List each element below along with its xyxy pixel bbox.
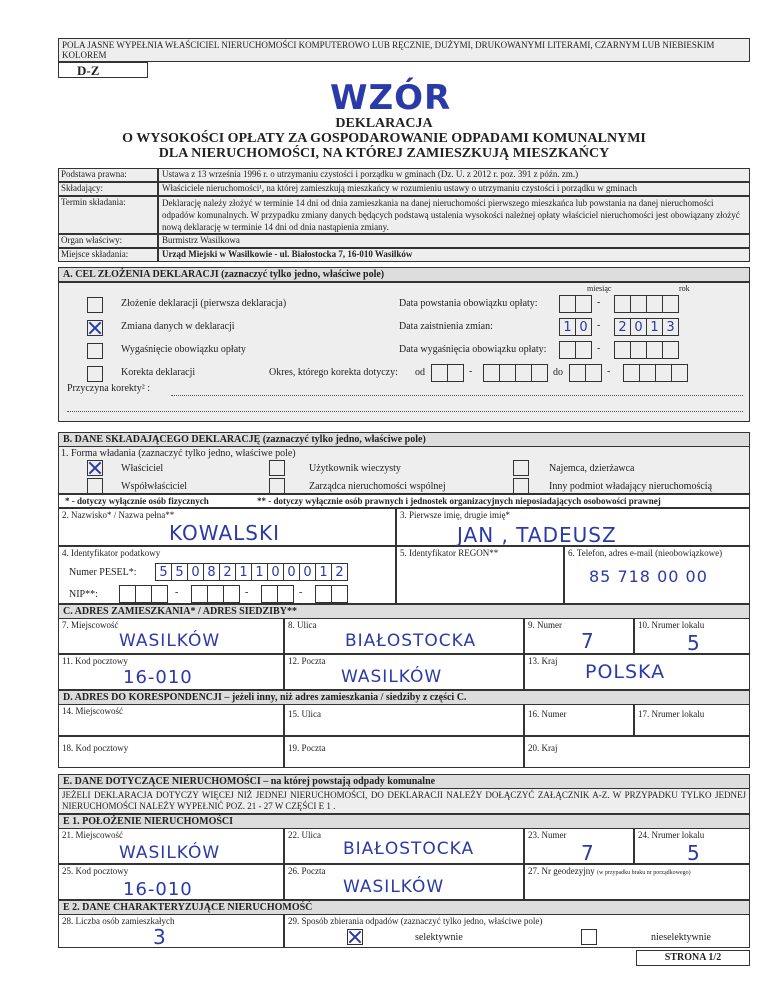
month-label: miesiąc [587,284,612,293]
name-value: KOWALSKI [169,521,280,545]
opt1-label: Złożenie deklaracji (pierwsza deklaracja) [121,298,287,309]
pesel-digit: 0 [283,563,300,581]
e-city[interactable] [58,828,284,864]
e-geodetic-caption: 27. Nr geodezyjny [528,866,595,876]
e-collection [284,914,750,948]
date3-year[interactable] [614,341,678,359]
regon-label: 5. Identyfikator REGON** [400,548,499,558]
do-label: do [553,367,563,378]
tax-id-field [58,546,396,604]
title-3: DLA NIERUCHOMOŚCI, NA KTÓREJ ZAMIESZKUJĄ MIESZKAŃCY [158,146,610,161]
f3-label: Najemca, dzierżawca [549,463,635,474]
dash: - [597,320,601,331]
checkbox-expiry[interactable] [87,343,103,359]
d-city-label: 14. Miejscowość [62,706,123,716]
c-post[interactable] [284,654,524,690]
date1-month[interactable] [559,295,591,313]
phone-field[interactable] [564,546,750,604]
d-street[interactable] [284,704,524,736]
phone-value: 85 718 00 00 [589,567,708,586]
e-postcode-value: 16-010 [123,879,193,900]
opt2-date-label: Data zaistnienia zmian: [399,321,493,332]
d-country-label: 20. Kraj [528,743,558,753]
e-apartment-value: 5 [687,841,701,865]
pesel-digit: 1 [235,563,252,581]
c-country[interactable] [524,654,750,690]
c-number-value: 7 [581,629,595,653]
nip-label: NIP**: [69,589,98,600]
selective-label: selektywnie [415,932,463,943]
opt4-period-label: Okres, którego korekta dotyczy: [269,367,398,378]
checkbox-coowner[interactable] [87,478,103,494]
e-post-value: WASILKÓW [343,877,445,897]
d-number[interactable] [524,704,634,736]
phone-label: 6. Telefon, adres e-mail (nieobowiązkowe) [568,548,723,558]
section-c-title: C. ADRES ZAMIESZKANIA* / ADRES SIEDZIBY** [58,604,750,619]
dash: - [597,297,601,308]
pesel-digit: 2 [331,563,348,581]
checkbox-perpetual[interactable] [269,460,285,476]
correction-to-month[interactable] [569,364,601,382]
e-geodetic-label [528,866,691,876]
section-e2-title: E 2. DANE CHARAKTERYZUJĄCE NIERUCHOMOŚĆ [58,900,750,915]
section-e-note: JEŻELI DEKLARACJA DOTYCZY WIĘCEJ NIŻ JEDNEJ NIERUCHOMOŚCI, DO DEKLARACJI NALEŻY DOŁĄCZYĆ ZAŁĄCZNIK A-Z. W PRZYPADKU TYLKO JEDNEJ NIERUCHOMOŚCI NALEŻY WYPEŁNIĆ POZ. 21 - 27 W CZĘŚCI E 1 . [58,788,750,814]
date-digit: 0 [630,318,647,336]
opt2-label: Zmiana danych w deklaracji [121,321,235,332]
f1-label: Właściciel [121,463,164,474]
c-city-value: WASILKÓW [119,631,221,651]
dash: - [299,587,303,598]
section-b-title: B. DANE SKŁADAJĄCEGO DEKLARACJĘ (zaznaczyć tylko jedno, właściwe pole) [58,432,750,447]
e-street-label: 22. Ulica [288,830,321,840]
pesel-digit: 5 [155,563,172,581]
reason-line-1[interactable] [171,395,743,396]
od-label: od [415,367,425,378]
note-natural: * - dotyczy wyłącznie osób fizycznych [65,496,209,506]
e-number-value: 7 [581,841,595,865]
d-number-label: 16. Numer [528,709,567,719]
name-label: 2. Nazwisko* / Nazwa pełna** [62,510,175,520]
dash: - [469,366,473,377]
stamp-wzor: WZÓR [330,78,452,118]
c-postcode[interactable] [58,654,284,690]
page-number: STRONA 1/2 [636,950,750,966]
checkbox-correction[interactable] [87,366,103,382]
nip-cells-2[interactable] [191,585,239,603]
notes-row [58,494,750,508]
e-number[interactable] [524,828,634,864]
section-b-forms [58,446,750,494]
c-street[interactable] [284,618,524,654]
e-street-value: BIAŁOSTOCKA [343,839,475,859]
year-label: rok [679,284,690,293]
meta-label: Miejsce składania: [58,248,158,262]
e-geodetic-note: (w przypadku braku nr porządkowego) [596,870,691,876]
d-apartment-label: 17. Nrumer lokalu [638,709,705,719]
c-street-label: 8. Ulica [288,620,317,630]
title-2: O WYSOKOŚCI OPŁATY ZA GOSPODAROWANIE ODPADAMI KOMUNALNYMI [122,131,646,146]
date-digit: 0 [575,318,592,336]
f5-label: Zarządca nieruchomości wspólnej [309,481,446,492]
pesel-digit: 1 [251,563,268,581]
opt3-label: Wygaśnięcie obowiązku opłaty [121,344,246,355]
form-label: 1. Forma władania (zaznaczyć tylko jedno, właściwe pole) [61,448,296,459]
pesel-digit: 8 [203,563,220,581]
checkbox-tenant[interactable] [513,460,529,476]
meta-value: Burmistrz Wasilkowa [158,234,750,248]
f6-label: Inny podmiot władający nieruchomością [549,481,713,492]
checkbox-nonselective[interactable] [581,929,597,945]
c-apartment[interactable] [634,618,750,654]
meta-label: Składający: [58,182,158,196]
c-post-value: WASILKÓW [341,667,443,687]
section-e-title: E. DANE DOTYCZĄCE NIERUCHOMOŚCI – na której powstają odpady komunalne [58,774,750,789]
checkbox-manager[interactable] [269,478,285,494]
e-postcode[interactable] [58,864,284,900]
d-postcode[interactable] [58,736,284,768]
section-d-title: D. ADRES DO KORESPONDENCJI – jeżeli inny, niż adres zamieszkania / siedziby z części C. [58,690,750,705]
date2-month[interactable] [559,318,591,336]
checkbox-change-data[interactable] [87,320,103,336]
e-geodetic[interactable] [524,864,750,900]
checkbox-other[interactable] [513,478,529,494]
e-apartment-label: 24. Nrumer lokalu [638,830,705,840]
pesel-label: Numer PESEL*: [69,567,137,578]
date1-year[interactable] [614,295,678,313]
meta-value: Właściciele nieruchomości¹, na której zamieszkują mieszkańcy w rozumieniu ustawy o utrzymaniu czystości i porządku w gminach [158,182,750,196]
correction-from-year[interactable] [483,364,547,382]
d-street-label: 15. Ulica [288,709,321,719]
dash: - [607,366,611,377]
d-city[interactable] [58,704,284,736]
dash: - [245,587,249,598]
c-number[interactable] [524,618,634,654]
c-apartment-value: 5 [687,631,701,655]
pesel-digit: 0 [267,563,284,581]
f4-label: Współwłaściciel [121,481,188,492]
correction-from-month[interactable] [431,364,463,382]
pesel-digit: 0 [187,563,204,581]
nip-cells-1[interactable] [119,585,167,603]
d-post[interactable] [284,736,524,768]
section-a-body [58,282,750,422]
pesel-digit: 5 [171,563,188,581]
date-digit: 3 [662,318,679,336]
opt4-label: Korekta deklaracji [121,367,196,378]
correction-to-year[interactable] [623,364,687,382]
e-street[interactable] [284,828,524,864]
pesel-cells[interactable] [155,563,347,581]
opt1-date-label: Data powstania obowiązku opłaty: [399,298,538,309]
c-city[interactable] [58,618,284,654]
first-name-label: 3. Pierwsze imię, drugie imię* [400,510,510,520]
c-country-label: 13. Kraj [528,656,558,666]
meta-value: Urząd Miejski w Wasilkowie - ul. Białostocka 7, 16-010 Wasilków [158,248,750,262]
title-1: DEKLARACJA [335,116,433,131]
date-digit: 2 [614,318,631,336]
dash: - [597,343,601,354]
c-country-value: POLSKA [585,661,666,683]
e-collection-label: 29. Sposób zbierania odpadów (zaznaczyć tylko jedno, właściwe pole) [288,916,543,926]
c-city-label: 7. Miejscowość [62,620,119,630]
date2-year[interactable] [614,318,678,336]
c-apartment-label: 10. Nrumer lokalu [638,620,705,630]
d-apartment[interactable] [634,704,750,736]
section-e1-title: E 1. POŁOŻENIE NIERUCHOMOŚCI [58,814,750,829]
checkbox-selective[interactable] [347,929,363,945]
section-a-title: A. CEL ZŁOŻENIA DEKLARACJI (zaznaczyć tylko jedno, właściwe pole) [58,267,750,282]
checkbox-first-declaration[interactable] [87,297,103,313]
c-postcode-value: 16-010 [123,667,193,688]
meta-value: Deklarację należy złożyć w terminie 14 dni od dnia zamieszkania na danej nieruchomości pierwszego mieszkańca lub powstania na danej nieruchomości odpadów komunalnych. W przypadku zmiany danych będących podstawą ustalenia wysokości należnej opłaty właściciel nieruchomości jest obowiązany złożyć nową deklarację w terminie 14 dni od dnia nastąpienia zmiany. [158,196,750,234]
e-post-label: 26. Poczta [288,866,326,876]
nonselective-label: nieselektywnie [651,932,711,943]
e-city-value: WASILKÓW [119,843,221,863]
name-field[interactable] [58,508,396,546]
form-code: D-Z [58,62,148,78]
e-apartment[interactable] [634,828,750,864]
checkbox-owner[interactable] [87,460,103,476]
pesel-digit: 0 [299,563,316,581]
first-name-field[interactable] [396,508,750,546]
c-number-label: 9. Numer [528,620,562,630]
e-postcode-label: 25. Kod pocztowy [62,866,129,876]
d-post-label: 19. Poczta [288,743,326,753]
meta-value: Ustawa z 13 września 1996 r. o utrzymaniu czystości i porządku w gminach (Dz. U. z 2012 r. poz. 391 z późn. zm.) [158,168,750,182]
e-post[interactable] [284,864,524,900]
tax-id-label: 4. Identyfikator podatkowy [62,548,161,558]
first-name-value: JAN , TADEUSZ [457,523,617,547]
d-postcode-label: 18. Kod pocztowy [62,743,129,753]
e-city-label: 21. Miejscowość [62,830,123,840]
c-post-label: 12. Poczta [288,656,326,666]
opt3-date-label: Data wygaśnięcia obowiązku opłaty: [399,344,547,355]
meta-label: Organ właściwy: [58,234,158,248]
date3-month[interactable] [559,341,591,359]
c-street-value: BIAŁOSTOCKA [345,631,477,651]
meta-label: Podstawa prawna: [58,168,158,182]
d-country[interactable] [524,736,750,768]
pesel-digit: 1 [315,563,332,581]
nip-cells-4[interactable] [315,585,347,603]
date-digit: 1 [559,318,576,336]
e-residents-label: 28. Liczba osób zamieszkałych [62,916,175,926]
e-number-label: 23. Numer [528,830,567,840]
note-legal: ** - dotyczy wyłącznie osób prawnych i jednostek organizacyjnych nieposiadających osobowości prawnej [257,496,661,506]
e-residents-value: 3 [153,925,167,949]
pesel-digit: 2 [219,563,236,581]
regon-field[interactable] [396,546,564,604]
date-digit: 1 [646,318,663,336]
reason-line-2[interactable] [67,411,743,412]
meta-label: Termin składania: [58,196,158,234]
f2-label: Użytkownik wieczysty [309,463,401,474]
dash: - [175,587,179,598]
nip-cells-3[interactable] [261,585,293,603]
c-postcode-label: 11. Kod pocztowy [62,656,128,666]
e-residents[interactable] [58,914,284,948]
instruction-banner: POLA JASNE WYPEŁNIA WŁAŚCICIEL NIERUCHOMOŚCI KOMPUTEROWO LUB RĘCZNIE, DUŻYMI, DRUKOWANYMI LITERAMI, CZARNYM LUB NIEBIESKIM KOLOREM [58,38,750,62]
reason-label: Przyczyna korekty² : [67,383,150,394]
